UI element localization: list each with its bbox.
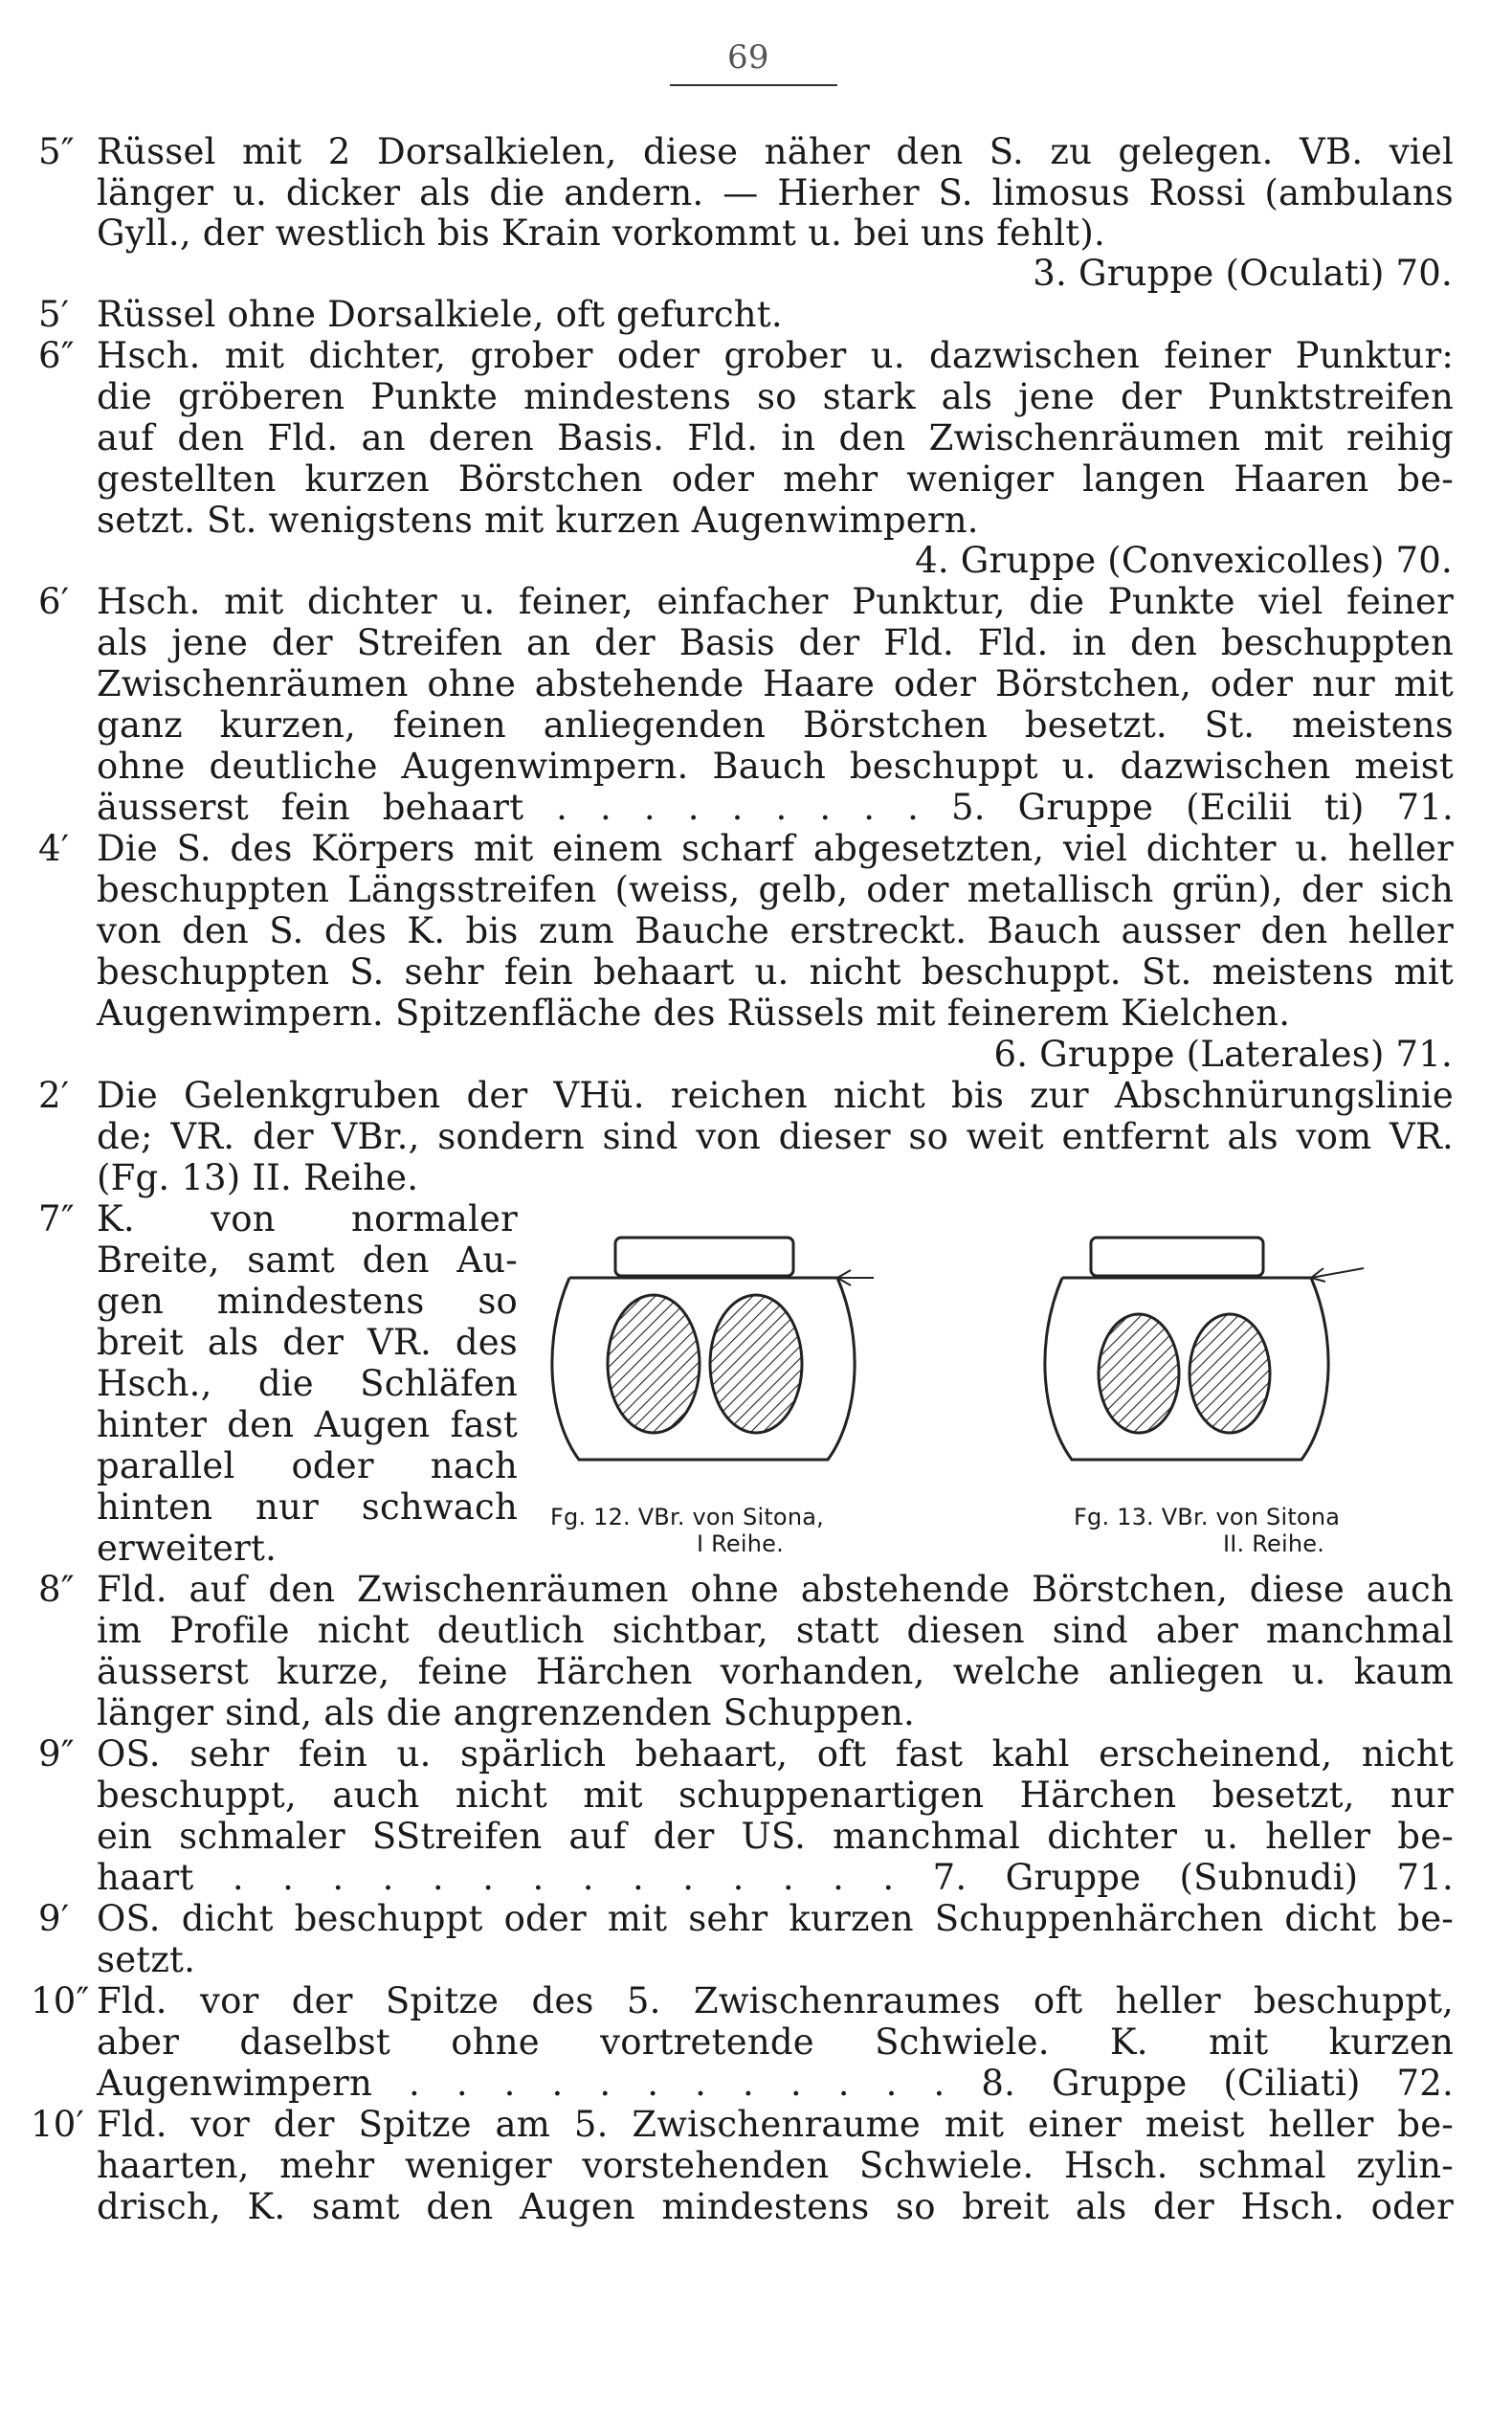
text-line: auf den Fld. an deren Basis. Fld. in den Zwischenräumen mit reihig [97, 417, 1454, 458]
text-line: erweitert. [97, 1528, 278, 1569]
text-line: hinter den Augen fast [97, 1404, 518, 1445]
text-line: drisch, K. samt den Augen mindestens so breit als der Hsch. oder [97, 2186, 1454, 2227]
text-line: Hsch. mit dichter, grober oder grober u. dazwischen feiner Punktur: [97, 335, 1454, 376]
figure-13-caption-line-1: Fg. 13. VBr. von Sitona [1074, 1504, 1341, 1530]
text-line: von den S. des K. bis zum Bauche erstreckt. Bauch ausser den heller [97, 910, 1454, 951]
text-line: Fld. vor der Spitze des 5. Zwischenraumes oft heller beschuppt, [97, 1980, 1454, 2021]
couplet-number: 2′ [38, 1075, 70, 1116]
text-line: setzt. [97, 1939, 196, 1980]
text-line: (Fg. 13) II. Reihe. [97, 1157, 419, 1198]
text-line: hinten nur schwach [97, 1486, 518, 1528]
text-line: beschuppten S. sehr fein behaart u. nicht beschuppt. St. meistens mit [97, 951, 1454, 993]
text-line: OS. sehr fein u. spärlich behaart, oft fast kahl erscheinend, nicht [97, 1733, 1454, 1775]
text-line: die gröberen Punkte mindestens so stark als jene der Punktstreifen [97, 376, 1454, 417]
text-line: de; VR. der VBr., sondern sind von dieser so weit entfernt als vom VR. [97, 1116, 1454, 1157]
text-line: als jene der Streifen an der Basis der Fld. Fld. in den beschuppten [97, 622, 1454, 663]
page-number: 69 [727, 38, 769, 77]
text-line: haart . . . . . . . . . . . . . . 7. Gruppe (Subnudi) 71. [97, 1857, 1454, 1898]
couplet-number: 9″ [38, 1733, 75, 1775]
couplet-number: 8″ [38, 1569, 75, 1610]
text-line: Fld. auf den Zwischenräumen ohne abstehende Börstchen, diese auch [97, 1569, 1454, 1610]
figure-12-caption-line-2: I Reihe. [697, 1530, 784, 1557]
text-line: ohne deutliche Augenwimpern. Bauch beschuppt u. dazwischen meist [97, 746, 1454, 787]
text-line: gestellten kurzen Börstchen oder mehr weniger langen Haaren be- [97, 458, 1454, 500]
figure-13-drawing [1043, 1230, 1368, 1507]
text-line: Hsch., die Schläfen [97, 1363, 518, 1404]
couplet-number: 4′ [38, 828, 70, 869]
text-line: äusserst kurze, feine Härchen vorhanden, welche anliegen u. kaum [97, 1651, 1454, 1692]
couplet-number: 5″ [38, 131, 75, 172]
text-line: Hsch. mit dichter u. feiner, einfacher Punktur, die Punkte viel feiner [97, 581, 1454, 622]
text-line: Die Gelenkgruben der VHü. reichen nicht bis zur Abschnürungslinie [97, 1075, 1454, 1116]
text-line: Breite, samt den Au- [97, 1239, 518, 1281]
text-line: parallel oder nach [97, 1445, 518, 1486]
couplet-number: 6″ [38, 335, 75, 376]
couplet-number: 10″ [31, 1980, 90, 2021]
group-reference: 4. Gruppe (Convexicolles) 70. [915, 540, 1453, 581]
text-line: im Profile nicht deutlich sichtbar, statt diesen sind aber manchmal [97, 1610, 1454, 1651]
text-line: Fld. vor der Spitze am 5. Zwischenraume mit einer meist heller be- [97, 2104, 1454, 2145]
text-line: äusserst fein behaart . . . . . . . . . 5. Gruppe (Ecilii ti) 71. [97, 787, 1454, 828]
text-line: setzt. St. wenigstens mit kurzen Augenwimpern. [97, 500, 979, 541]
text-line: haarten, mehr weniger vorstehenden Schwiele. Hsch. schmal zylin- [97, 2145, 1454, 2186]
text-line: Rüssel mit 2 Dorsalkielen, diese näher den S. zu gelegen. VB. viel [97, 131, 1454, 172]
text-line: Gyll., der westlich bis Krain vorkommt u. bei uns fehlt). [97, 212, 1105, 254]
text-line: länger u. dicker als die andern. — Hierher S. limosus Rossi (ambulans [97, 172, 1454, 213]
page-number-rule [670, 84, 837, 86]
text-line: ein schmaler SStreifen auf der US. manchmal dichter u. heller be- [97, 1816, 1454, 1857]
text-line: OS. dicht beschuppt oder mit sehr kurzen Schuppenhärchen dicht be- [97, 1898, 1454, 1939]
text-line: K. von normaler [97, 1198, 518, 1239]
figure-13-caption-line-2: II. Reihe. [1223, 1530, 1325, 1557]
group-reference: 6. Gruppe (Laterales) 71. [993, 1034, 1453, 1075]
text-line: gen mindestens so [97, 1281, 518, 1322]
couplet-number: 5′ [38, 294, 70, 335]
text-line: länger sind, als die angrenzenden Schuppen. [97, 1692, 915, 1733]
text-line: aber daselbst ohne vortretende Schwiele. K. mit kurzen [97, 2021, 1454, 2063]
text-line: ganz kurzen, feinen anliegenden Börstchen besetzt. St. meistens [97, 704, 1454, 746]
text-line: Augenwimpern . . . . . . . . . . . . 8. Gruppe (Ciliati) 72. [97, 2063, 1454, 2104]
text-line: Rüssel ohne Dorsalkiele, oft gefurcht. [97, 294, 783, 335]
group-reference: 3. Gruppe (Oculati) 70. [1033, 253, 1453, 294]
text-line: beschuppten Längsstreifen (weiss, gelb, oder metallisch grün), der sich [97, 869, 1454, 910]
text-line: Augenwimpern. Spitzenfläche des Rüssels mit feinerem Kielchen. [97, 993, 1291, 1034]
couplet-number: 10′ [31, 2104, 85, 2145]
couplet-number: 7″ [38, 1198, 75, 1239]
text-line: Zwischenräumen ohne abstehende Haare oder Börstchen, oder nur mit [97, 663, 1454, 704]
couplet-number: 9′ [38, 1898, 70, 1939]
text-line: Die S. des Körpers mit einem scharf abgesetzten, viel dichter u. heller [97, 828, 1454, 869]
text-line: beschuppt, auch nicht mit schuppenartigen Härchen besetzt, nur [97, 1775, 1454, 1816]
figure-12-caption-line-1: Fg. 12. VBr. von Sitona, [550, 1504, 824, 1530]
figure-12-drawing [550, 1230, 876, 1507]
couplet-number: 6′ [38, 581, 70, 622]
text-line: breit als der VR. des [97, 1322, 518, 1363]
